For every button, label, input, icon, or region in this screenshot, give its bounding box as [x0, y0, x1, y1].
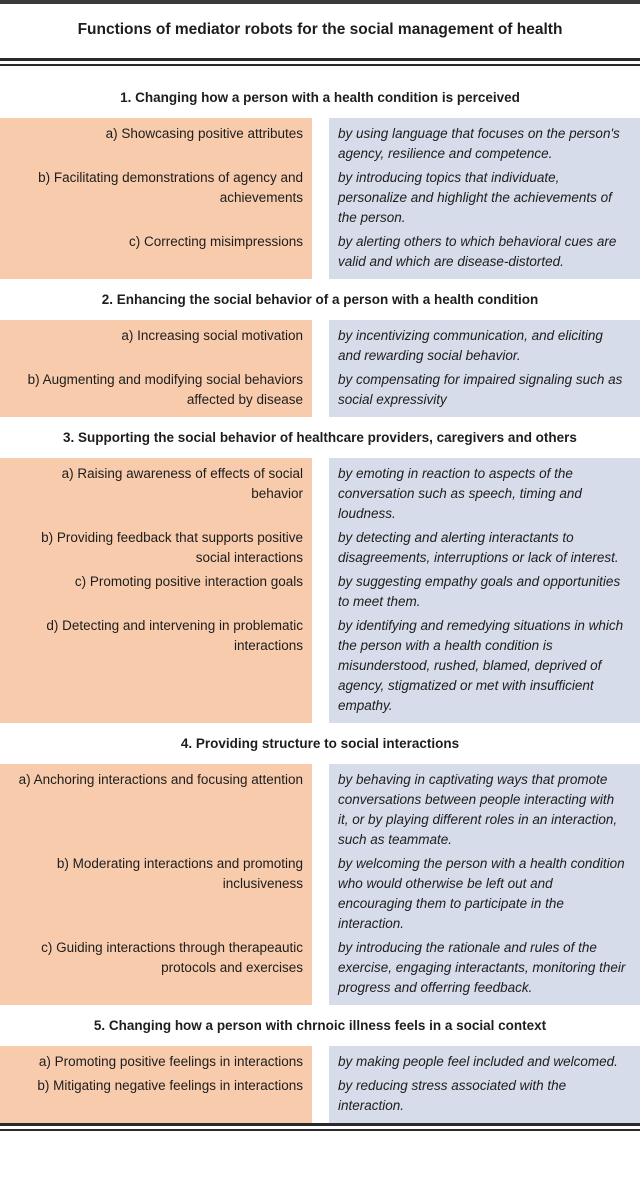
table-row [0, 937, 640, 1005]
table-row [0, 764, 640, 853]
section-heading: 2. Enhancing the social behavior of a person with a health condition [101, 292, 539, 307]
mechanism-cell: by detecting and alerting interactants to disagreements, interruptions or lack of interest. [329, 527, 640, 571]
table-row [0, 615, 640, 723]
section-heading: 5. Changing how a person with chrnoic illness feels in a social context [93, 1018, 547, 1033]
table-row [0, 231, 640, 279]
title-rule [0, 58, 640, 66]
mechanism-cell: by introducing topics that individuate, personalize and highlight the achievements of the person. [329, 167, 640, 231]
table-row [0, 527, 640, 571]
function-cell: a) Showcasing positive attributes [0, 118, 312, 167]
table-row [0, 167, 640, 231]
table-row [0, 571, 640, 615]
function-cell: a) Promoting positive feelings in interactions [0, 1046, 312, 1075]
table-row [0, 1046, 640, 1075]
table-row [0, 369, 640, 417]
section-3 [0, 430, 640, 723]
section-rows [0, 320, 640, 417]
function-cell: b) Moderating interactions and promoting inclusiveness [0, 853, 312, 937]
mechanism-cell: by using language that focuses on the person's agency, resilience and competence. [329, 118, 640, 167]
sections-container [0, 90, 640, 1123]
table-row [0, 458, 640, 527]
mechanism-cell: by making people feel included and welcomed. [329, 1046, 640, 1075]
section-1 [0, 90, 640, 279]
bottom-rule [0, 1123, 640, 1131]
section-rows [0, 764, 640, 1005]
section-rows [0, 1046, 640, 1123]
function-cell: a) Anchoring interactions and focusing attention [0, 764, 312, 853]
function-cell: c) Correcting misimpressions [0, 231, 312, 279]
mechanism-cell: by introducing the rationale and rules of the exercise, engaging interactants, monitoring their progress and offerring feedback. [329, 937, 640, 1005]
section-heading: 1. Changing how a person with a health condition is perceived [120, 90, 520, 105]
mechanism-cell: by incentivizing communication, and eliciting and rewarding social behavior. [329, 320, 640, 369]
function-cell: a) Increasing social motivation [0, 320, 312, 369]
mechanism-cell: by compensating for impaired signaling such as social expressivity [329, 369, 640, 417]
table-row [0, 320, 640, 369]
section-rows [0, 458, 640, 723]
table-title: Functions of mediator robots for the social management of health [77, 21, 563, 38]
section-2 [0, 292, 640, 417]
mechanism-cell: by behaving in captivating ways that promote conversations between people interacting with it, or by playing different roles in an interaction, such as teammate. [329, 764, 640, 853]
section-rows [0, 118, 640, 279]
function-cell: c) Promoting positive interaction goals [0, 571, 312, 615]
function-cell: b) Providing feedback that supports positive social interactions [0, 527, 312, 571]
mechanism-cell: by suggesting empathy goals and opportunities to meet them. [329, 571, 640, 615]
table-row [0, 118, 640, 167]
mechanism-cell: by reducing stress associated with the interaction. [329, 1075, 640, 1123]
section-4 [0, 736, 640, 1005]
mechanism-cell: by emoting in reaction to aspects of the conversation such as speech, timing and loudness. [329, 458, 640, 527]
section-5 [0, 1018, 640, 1123]
function-cell: b) Mitigating negative feelings in interactions [0, 1075, 312, 1123]
function-cell: c) Guiding interactions through therapeautic protocols and exercises [0, 937, 312, 1005]
function-cell: a) Raising awareness of effects of social behavior [0, 458, 312, 527]
section-heading: 4. Providing structure to social interactions [180, 736, 460, 751]
mechanism-cell: by alerting others to which behavioral cues are valid and which are disease-distorted. [329, 231, 640, 279]
mechanism-cell: by identifying and remedying situations in which the person with a health condition is misunderstood, rushed, blamed, deprived of agency, stigmatized or met with insufficient empathy. [329, 615, 640, 723]
table-row [0, 1075, 640, 1123]
mechanism-cell: by welcoming the person with a health condition who would otherwise be left out and encouraging them to participate in the interaction. [329, 853, 640, 937]
function-cell: b) Facilitating demonstrations of agency and achievements [0, 167, 312, 231]
table-row [0, 853, 640, 937]
function-cell: d) Detecting and intervening in problematic interactions [0, 615, 312, 723]
section-heading: 3. Supporting the social behavior of healthcare providers, caregivers and others [63, 430, 577, 445]
function-cell: b) Augmenting and modifying social behaviors affected by disease [0, 369, 312, 417]
